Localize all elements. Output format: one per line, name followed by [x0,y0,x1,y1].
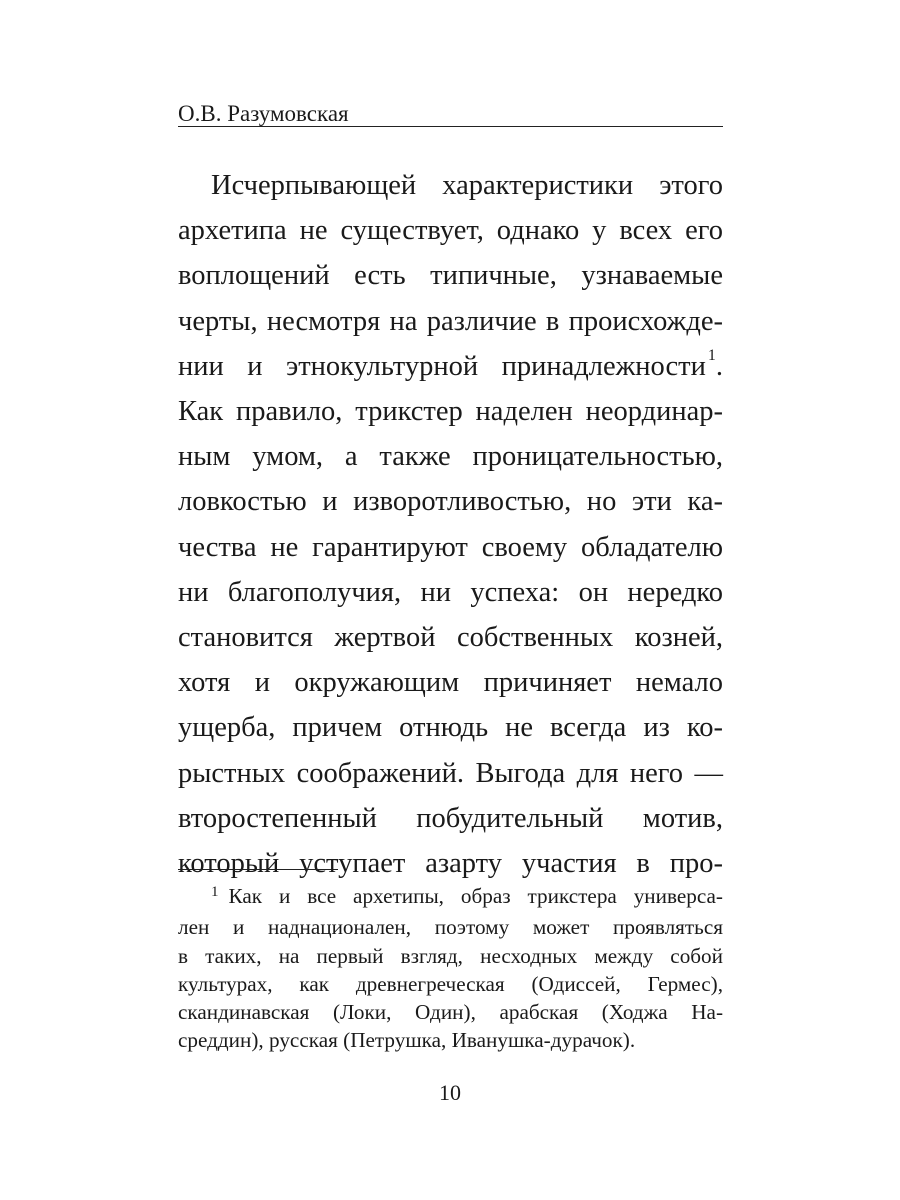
body-line-with-footnote [178,344,723,389]
body-line: ловкостью и изворотливостью, но эти ка- [178,486,723,518]
body-line: хотя и окружающим причиняет немало [178,667,723,699]
footnote-number: 1 [211,884,219,900]
body-line: ущерба, причем отнюдь не всегда из ко- [178,712,723,744]
footnote-rule [178,869,338,870]
footnote-line: скандинавская (Локи, Один), арабская (Ходжа На- [178,1000,723,1025]
page-number: 10 [439,1080,461,1105]
body-line: архетипа не существует, однако у всех его [178,215,723,247]
body-line: ным умом, а также проницательностью, [178,441,723,473]
running-header [178,100,723,128]
header-rule [178,126,723,127]
body-paragraph [178,163,723,886]
body-line: чества не гарантируют своему обладателю [178,531,723,563]
footnote-reference[interactable]: 1 [707,347,716,365]
footnote-line: лен и наднационален, поэтому может проявляться [178,915,723,940]
footnote-reference-trail: . [715,350,723,382]
body-line: черты, несмотря на различие в происхожде- [178,305,723,337]
footnote-line-text: Как и все архетипы, образ трикстера универса- [228,884,723,908]
footnote [178,882,723,1055]
body-line: Исчерпывающей характеристики этого [211,170,723,201]
body-line: ни благополучия, ни успеха: он нередко [178,576,723,608]
footnote-line [178,882,723,913]
header-author: О.В. Разумовская [178,101,349,126]
body-line: Как правило, трикстер наделен неординар- [178,396,723,428]
body-line: который уступает азарту участия в про- [178,848,723,880]
body-line: рыстных соображений. Выгода для него — [178,757,723,789]
body-line-text: нии и этнокультурной принадлежности [178,350,706,382]
footnote-line: в таких, на первый взгляд, несходных между собой [178,943,723,968]
footnote-line: культурах, как древнегреческая (Одиссей, Гермес), [178,971,723,996]
body-line: воплощений есть типичные, узнаваемые [178,260,723,292]
body-line: второстепенный побудительный мотив, [178,802,723,834]
body-line: становится жертвой собственных козней, [178,622,723,654]
footnote-line: среддин), русская (Петрушка, Иванушка-дурачок). [178,1028,636,1053]
